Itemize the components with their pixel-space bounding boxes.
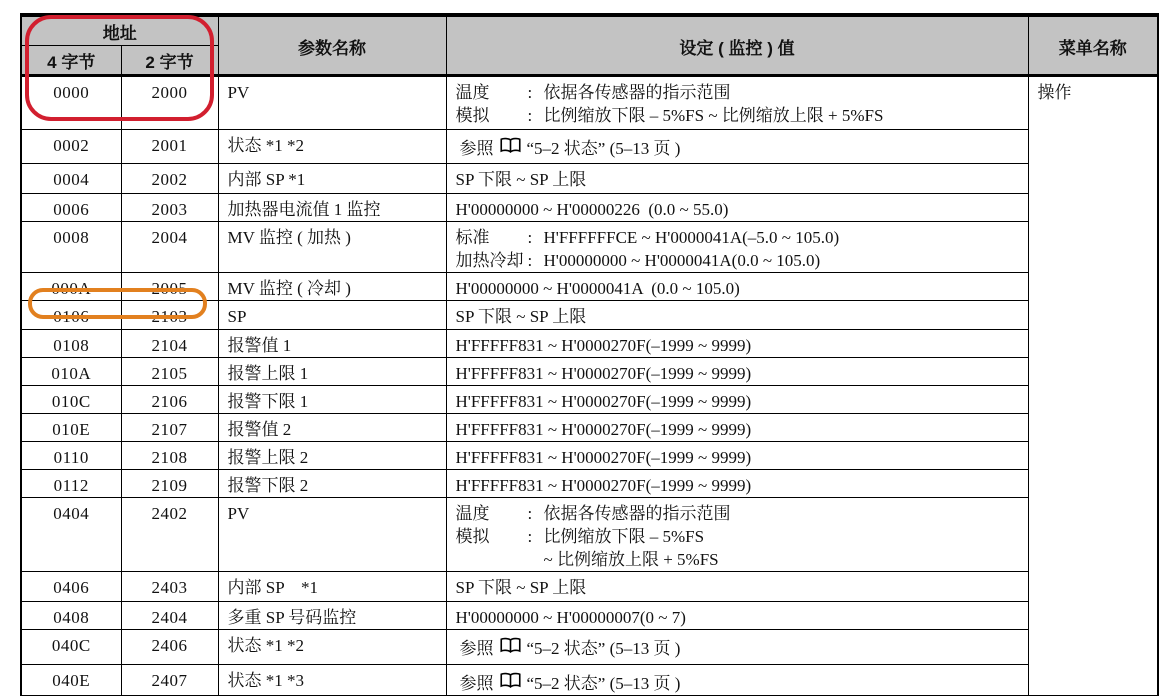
addr-4byte-cell: 010C [21, 386, 121, 414]
value-text: 比例缩放下限 – 5%FS ~ 比例缩放上限 + 5%FS [543, 106, 884, 125]
addr-4byte-cell: 0112 [21, 470, 121, 498]
value-text: H'00000000 ~ H'0000041A (0.0 ~ 105.0) [455, 279, 740, 298]
param-name-cell: 内部 SP *1 [218, 164, 446, 194]
addr-4byte-cell: 0008 [21, 222, 121, 273]
param-name-cell: PV [218, 76, 446, 130]
table-row [21, 470, 1158, 498]
table-row [21, 164, 1158, 194]
value-label: 标准 [455, 228, 490, 247]
addr-4byte-cell: 010E [21, 414, 121, 442]
table-row [21, 386, 1158, 414]
value-text: H'00000000 ~ H'00000007(0 ~ 7) [455, 608, 686, 627]
setting-value-cell [446, 301, 1028, 330]
param-name-cell: 状态 *1 *2 [218, 630, 446, 665]
addr-2byte-cell: 2000 [121, 76, 218, 130]
setting-value-cell [446, 273, 1028, 301]
ref-text: “5–2 状态” (5–13 页 ) [526, 138, 681, 158]
table-row [21, 414, 1158, 442]
addr-4byte-cell: 0108 [21, 330, 121, 358]
param-name-cell: 报警下限 2 [218, 470, 446, 498]
setting-value-cell [446, 470, 1028, 498]
value-text-continuation: ~ 比例缩放上限 + 5%FS [543, 550, 719, 569]
param-name-cell: 状态 *1 *3 [218, 665, 446, 696]
value-label: 模拟 [455, 527, 490, 546]
addr-2byte-cell: 2109 [121, 470, 218, 498]
table-row [21, 630, 1158, 665]
param-name-cell: MV 监控 ( 加热 ) [218, 222, 446, 273]
addr-2byte-cell: 2105 [121, 358, 218, 386]
column-header-2byte: 2 字节 [121, 46, 218, 76]
table-row [21, 330, 1158, 358]
setting-value-cell [446, 630, 1028, 665]
colon: : [527, 83, 533, 102]
setting-value-cell [446, 572, 1028, 602]
param-name-cell: PV [218, 498, 446, 572]
value-text: H'FFFFF831 ~ H'0000270F(–1999 ~ 9999) [455, 448, 752, 467]
addr-4byte-cell: 0000 [21, 76, 121, 130]
addr-2byte-cell: 2403 [121, 572, 218, 602]
value-text: 依据各传感器的指示范围 [543, 504, 731, 523]
setting-value-cell [446, 76, 1028, 130]
table-row [21, 358, 1158, 386]
addr-2byte-cell: 2406 [121, 630, 218, 665]
addr-2byte-cell: 2106 [121, 386, 218, 414]
addr-2byte-cell: 2005 [121, 273, 218, 301]
addr-4byte-cell: 0002 [21, 130, 121, 164]
setting-value-cell [446, 130, 1028, 164]
open-book-icon [499, 637, 522, 660]
param-name-cell: MV 监控 ( 冷却 ) [218, 273, 446, 301]
setting-value-cell [446, 602, 1028, 630]
addr-2byte-cell: 2108 [121, 442, 218, 470]
param-name-cell: 报警上限 2 [218, 442, 446, 470]
addr-2byte-cell: 2003 [121, 194, 218, 222]
table-header [21, 15, 1158, 76]
setting-value-cell [446, 330, 1028, 358]
setting-value-cell [446, 442, 1028, 470]
value-label: 模拟 [455, 106, 490, 125]
addr-4byte-cell: 0406 [21, 572, 121, 602]
addr-2byte-cell: 2104 [121, 330, 218, 358]
value-text: H'00000000 ~ H'0000041A(0.0 ~ 105.0) [543, 251, 821, 270]
addr-2byte-cell: 2107 [121, 414, 218, 442]
param-name-cell: 加热器电流值 1 监控 [218, 194, 446, 222]
value-text: SP 下限 ~ SP 上限 [455, 307, 587, 326]
menu-name-cell: 操作 [1028, 76, 1158, 696]
colon: : [527, 228, 533, 247]
addr-2byte-cell: 2001 [121, 130, 218, 164]
value-label: 温度 [455, 83, 490, 102]
table-row [21, 130, 1158, 164]
setting-value-cell [446, 194, 1028, 222]
setting-value-cell [446, 386, 1028, 414]
table-row [21, 498, 1158, 572]
open-book-icon [499, 137, 522, 160]
addr-4byte-cell: 0408 [21, 602, 121, 630]
table-row [21, 301, 1158, 330]
parameter-table-wrap [20, 13, 1157, 693]
setting-value-cell [446, 498, 1028, 572]
param-name-cell: 状态 *1 *2 [218, 130, 446, 164]
colon: : [527, 251, 533, 270]
setting-value-cell [446, 665, 1028, 696]
setting-value-cell [446, 358, 1028, 386]
addr-2byte-cell: 2404 [121, 602, 218, 630]
table-row [21, 442, 1158, 470]
param-name-cell: SP [218, 301, 446, 330]
param-name-cell: 报警值 2 [218, 414, 446, 442]
setting-value-cell [446, 414, 1028, 442]
param-name-cell: 报警值 1 [218, 330, 446, 358]
addr-4byte-cell: 040C [21, 630, 121, 665]
value-label: 温度 [455, 504, 490, 523]
parameter-address-table [20, 13, 1159, 696]
addr-4byte-cell: 0004 [21, 164, 121, 194]
value-text: SP 下限 ~ SP 上限 [455, 578, 587, 597]
value-text: SP 下限 ~ SP 上限 [455, 170, 587, 189]
colon: : [527, 527, 533, 546]
setting-value-cell [446, 164, 1028, 194]
addr-4byte-cell: 010A [21, 358, 121, 386]
addr-2byte-cell: 2407 [121, 665, 218, 696]
addr-4byte-cell: 040E [21, 665, 121, 696]
colon: : [527, 106, 533, 125]
addr-4byte-cell: 0110 [21, 442, 121, 470]
addr-2byte-cell: 2004 [121, 222, 218, 273]
addr-2byte-cell: 2402 [121, 498, 218, 572]
column-header-4byte: 4 字节 [21, 46, 121, 76]
ref-text: “5–2 状态” (5–13 页 ) [526, 673, 681, 693]
value-text: H'FFFFF831 ~ H'0000270F(–1999 ~ 9999) [455, 392, 752, 411]
table-row [21, 572, 1158, 602]
table-row [21, 602, 1158, 630]
value-text: H'FFFFFFCE ~ H'0000041A(–5.0 ~ 105.0) [543, 228, 840, 247]
value-text: H'00000000 ~ H'00000226 (0.0 ~ 55.0) [455, 200, 729, 219]
addr-2byte-cell: 2103 [121, 301, 218, 330]
param-name-cell: 多重 SP 号码监控 [218, 602, 446, 630]
column-header-setting-value: 设定 ( 监控 ) 值 [446, 15, 1028, 76]
addr-4byte-cell: 0106 [21, 301, 121, 330]
ref-prefix: 参照 [459, 673, 494, 693]
value-text: H'FFFFF831 ~ H'0000270F(–1999 ~ 9999) [455, 364, 752, 383]
addr-4byte-cell: 0404 [21, 498, 121, 572]
column-header-address: 地址 [21, 15, 218, 46]
value-text: H'FFFFF831 ~ H'0000270F(–1999 ~ 9999) [455, 476, 752, 495]
value-text: H'FFFFF831 ~ H'0000270F(–1999 ~ 9999) [455, 420, 752, 439]
addr-4byte-cell: 0006 [21, 194, 121, 222]
param-name-cell: 报警上限 1 [218, 358, 446, 386]
column-header-param-name: 参数名称 [218, 15, 446, 76]
param-name-cell: 报警下限 1 [218, 386, 446, 414]
ref-prefix: 参照 [459, 138, 494, 158]
open-book-icon [499, 672, 522, 695]
setting-value-cell [446, 222, 1028, 273]
ref-text: “5–2 状态” (5–13 页 ) [526, 638, 681, 658]
ref-prefix: 参照 [459, 638, 494, 658]
param-name-cell: 内部 SP *1 [218, 572, 446, 602]
table-row [21, 194, 1158, 222]
value-label: 加热冷却 [455, 251, 524, 270]
column-header-menu-name: 菜单名称 [1028, 15, 1158, 76]
addr-4byte-cell: 000A [21, 273, 121, 301]
table-row [21, 76, 1158, 130]
addr-2byte-cell: 2002 [121, 164, 218, 194]
value-text: 依据各传感器的指示范围 [543, 83, 731, 102]
colon: : [527, 504, 533, 523]
table-row [21, 273, 1158, 301]
table-row [21, 222, 1158, 273]
value-text: 比例缩放下限 – 5%FS [543, 527, 705, 546]
table-row [21, 665, 1158, 696]
value-text: H'FFFFF831 ~ H'0000270F(–1999 ~ 9999) [455, 336, 752, 355]
